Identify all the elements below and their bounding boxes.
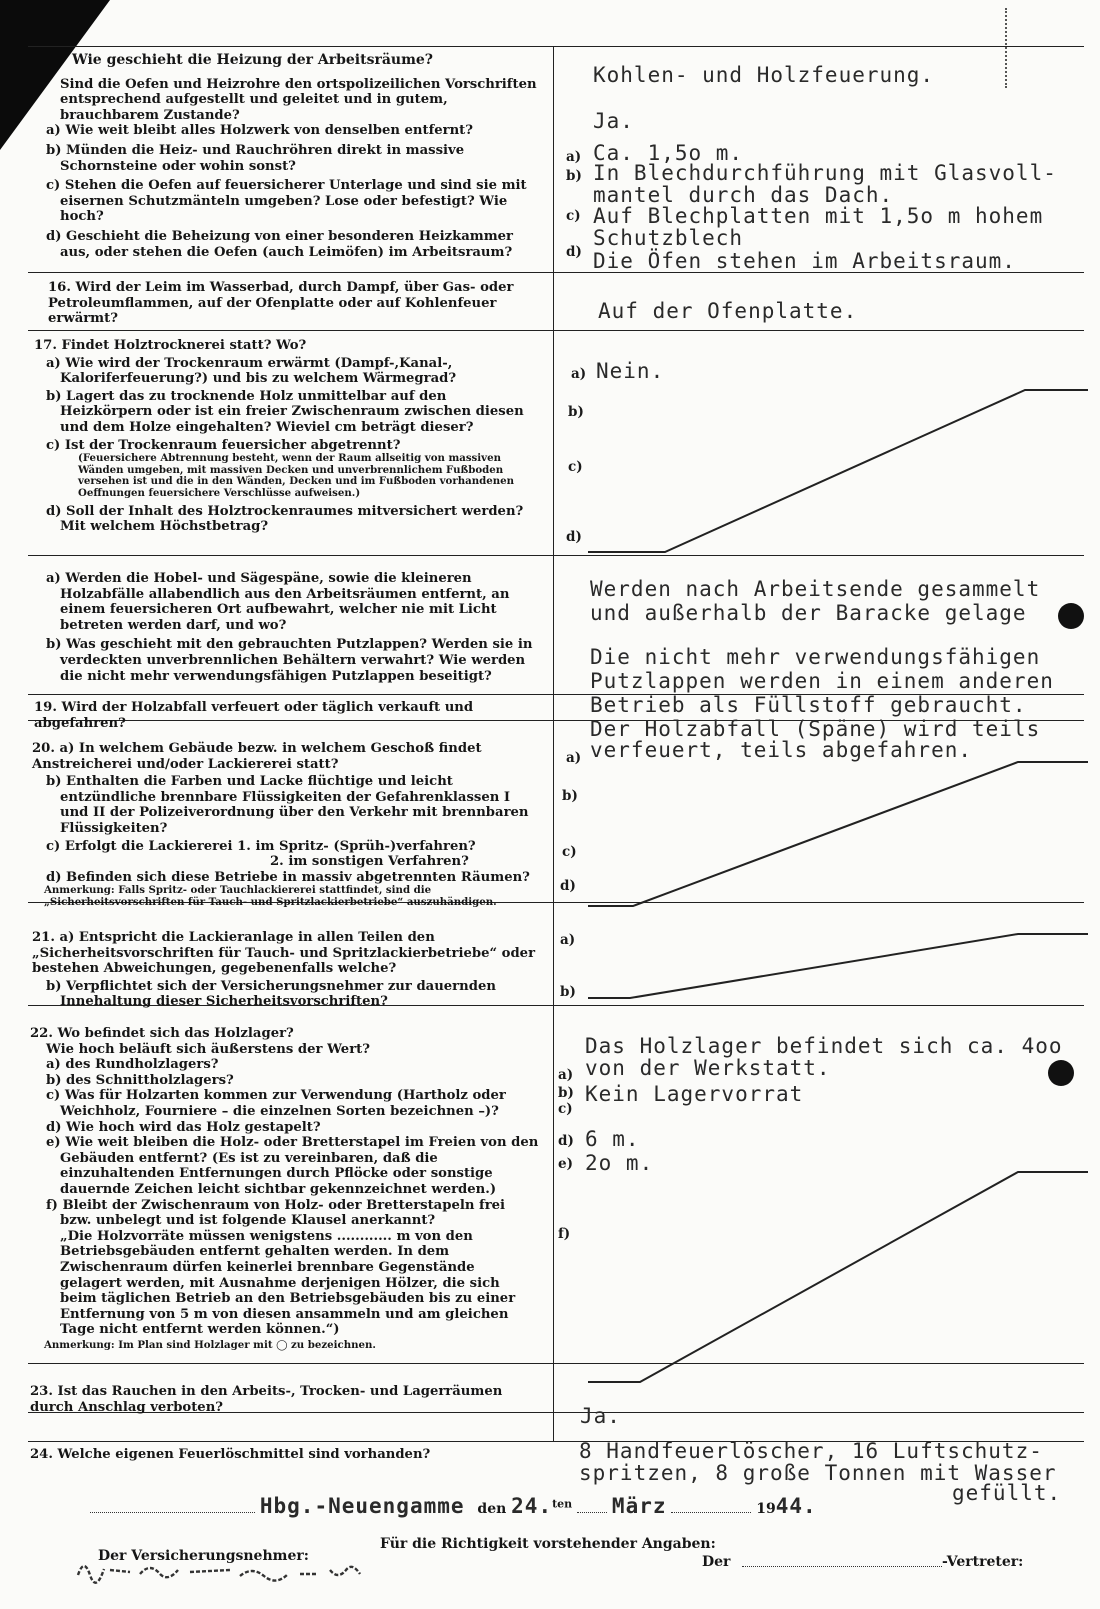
q22-answer-ab: Kein Lagervorrat bbox=[585, 1082, 804, 1106]
q24-text: 24. Welche eigenen Feuerlöschmittel sind vorhanden? bbox=[30, 1447, 431, 1462]
certify-line: Für die Richtigkeit vorstehender Angaben: bbox=[380, 1536, 716, 1552]
q15-answer-b1: In Blechdurchführung mit Glasvoll- bbox=[593, 161, 1057, 185]
q24-answer-3: gefüllt. bbox=[952, 1481, 1062, 1505]
q15-d: d) Geschieht die Beheizung von einer besonderen Heizkammer aus, oder stehen die Oefen (auch Leimöfen) im Arbeitsraum? bbox=[46, 228, 514, 260]
q17-a: a) Wie wird der Trockenraum erwärmt (Dampf-,Kanal-, Kaloriferfeuerung?) und bis zu welchem Wärmegrad? bbox=[46, 355, 457, 387]
q15-c: c) Stehen die Oefen auf feuersicherer Unterlage und sind sie mit eisernen Schutzmänteln umgeben? Lose oder befestigt? Wie hoch? bbox=[46, 178, 527, 225]
q21-label-a: a) bbox=[560, 932, 576, 948]
q18-b: b) Was geschieht mit den gebrauchten Putzlappen? Werden sie in verdeckten unverbrennlichen Behältern verwahrt? Wie werden die nicht mehr verwendungsfähigen Putzlappen beseitigt? bbox=[46, 637, 533, 684]
q20-a: 20. a) In welchem Gebäude bezw. in welchem Geschoß findet Anstreicherei und/oder Lackiererei statt? bbox=[32, 741, 482, 772]
date-day: 24. bbox=[511, 1494, 553, 1518]
q20-note: Anmerkung: Falls Spritz- oder Tauchlackiererei stattfindet, sind die „Sicherheitsvorschriften für Tauch- und Spritzlackierbetriebe“ auszuhändigen. bbox=[44, 884, 497, 908]
q22-answer-d: 6 m. bbox=[585, 1127, 640, 1151]
q18-a: a) Werden die Hobel- und Sägespäne, sowie die kleineren Holzabfälle allabendlich aus den Arbeitsräumen entfernt, an einem feuersicheren Ort aufbewahrt, welcher nie mit Licht betreten werden darf, und wo? bbox=[46, 571, 510, 633]
q22-a: a) des Rundholzlagers? bbox=[46, 1057, 219, 1073]
q22-label-c: c) bbox=[558, 1101, 573, 1117]
q17-c-note: (Feuersichere Abtrennung besteht, wenn der Raum allseitig von massiven Wänden umgeben, mit massiven Decken und unverbrennlichem Fußboden versehen ist und die in den Wänden, Decken und im Fußboden vorhandenen Oeffnungen feuersichere Verschlüsse aufweisen.) bbox=[78, 452, 515, 499]
date-ten: ten bbox=[552, 1497, 573, 1511]
q17-label-d: d) bbox=[566, 529, 582, 545]
q18-answer-b2: Putzlappen werden in einem anderen bbox=[590, 669, 1054, 693]
q20-c2: 2. im sonstigen Verfahren? bbox=[270, 854, 469, 870]
q15-p1: Sind die Oefen und Heizrohre den ortspolizeilichen Vorschriften entsprechend aufgestellt und geleitet und in gutem, brauchbarem Zustande? bbox=[60, 76, 537, 123]
q22-note: Anmerkung: Im Plan sind Holzlager mit ◯ zu bezeichnen. bbox=[44, 1338, 376, 1351]
q15-a: a) Wie weit bleibt alles Holzwerk von denselben entfernt? bbox=[46, 123, 473, 139]
q15-b: b) Münden die Heiz- und Rauchröhren direkt in massive Schornsteine oder wohin sonst? bbox=[46, 142, 465, 174]
q20-label-d: d) bbox=[560, 878, 576, 894]
q15-answer-d: Die Öfen stehen im Arbeitsraum. bbox=[593, 249, 1016, 273]
q20-c1: c) Erfolgt die Lackiererei 1. im Spritz- (Sprüh-)verfahren? bbox=[46, 838, 476, 854]
q15-answer-title: Kohlen- und Holzfeuerung. bbox=[593, 63, 935, 87]
q15-answer-a: Ca. 1,5o m. bbox=[593, 141, 744, 165]
date-den: den bbox=[477, 1501, 507, 1517]
q15-answer-p1: Ja. bbox=[593, 109, 634, 133]
agent-der: Der bbox=[702, 1554, 731, 1570]
q15-answer-c2: Schutzblech bbox=[593, 226, 744, 250]
q23-text: 23. Ist das Rauchen in den Arbeits-, Trocken- und Lagerräumen durch Anschlag verboten? bbox=[30, 1384, 503, 1415]
q20-label-b: b) bbox=[562, 788, 578, 804]
q22-answer-2: von der Werkstatt. bbox=[585, 1056, 831, 1080]
q22-c: c) Was für Holzarten kommen zur Verwendung (Hartholz oder Weichholz, Fourniere – die einzelnen Sorten bezeichnen –)? bbox=[46, 1088, 506, 1119]
q17-d: d) Soll der Inhalt des Holztrockenraumes mitversichert werden? Mit welchem Höchstbetrag? bbox=[46, 503, 524, 535]
q19-answer-2: verfeuert, teils abgefahren. bbox=[590, 738, 973, 762]
q22-sub: Wie hoch beläuft sich äußerstens der Wert? bbox=[46, 1041, 370, 1057]
q22-label-b: b) bbox=[558, 1085, 574, 1101]
q15-answer-c1: Auf Blechplatten mit 1,5o m hohem bbox=[593, 204, 1044, 228]
q23-answer: Ja. bbox=[580, 1404, 621, 1428]
q22-d: d) Wie hoch wird das Holz gestapelt? bbox=[46, 1119, 321, 1135]
q22-label-e: e) bbox=[558, 1156, 573, 1172]
q17-label-b: b) bbox=[568, 404, 584, 420]
q18-answer-a1: Werden nach Arbeitsende gesammelt bbox=[590, 577, 1041, 601]
q22-e: e) Wie weit bleiben die Holz- oder Bretterstapel im Freien von den Gebäuden entfernt? (Es ist zu vereinbaren, daß die einzuhaltenden Entfernungen durch Pflöcke oder sonstige dauernde Zeichen leicht sichtbar gekennzeichnet werden.) bbox=[46, 1135, 539, 1197]
q17-label-a: a) bbox=[571, 366, 587, 382]
q24-answer-2: spritzen, 8 große Tonnen mit Wasser bbox=[579, 1461, 1057, 1485]
q20-b: b) Enthalten die Farben und Lacke flüchtige und leicht entzündliche brennbare Flüssigkeiten der Gefahrenklassen I und II der Polizeiverordnung über den Verkehr mit brennbaren Flüssigkeiten? bbox=[46, 774, 529, 836]
q19-answer-1: Der Holzabfall (Späne) wird teils bbox=[590, 717, 1041, 741]
q15-answer-b2: mantel durch das Dach. bbox=[593, 183, 894, 207]
q22-b: b) des Schnittholzlagers? bbox=[46, 1072, 234, 1088]
insured-label: Der Versicherungsnehmer: bbox=[98, 1548, 309, 1564]
q24-answer-1: 8 Handfeuerlöscher, 16 Luftschutz- bbox=[579, 1439, 1043, 1463]
q20-d: d) Befinden sich diese Betriebe in massiv abgetrennten Räumen? bbox=[46, 869, 530, 885]
q22-clause: „Die Holzvorräte müssen wenigstens ............ m von den Betriebsgebäuden entfernt gehalten werden. In dem Zwischenraum dürfen keinerlei brennbare Gegenstände gelagert werden, mit Ausnahme derjenigen Hölzer, die sich beim täglichen Betrieb an den Betriebsgebäuden bis zu einer Entfernung von 5 m von diesen ansammeln und am gleichen Tage nicht entfernt werden können.“) bbox=[60, 1228, 516, 1338]
q17-b: b) Lagert das zu trocknende Holz unmittelbar auf den Heizkörpern oder ist ein freier Zwischenraum zwischen diesen und dem Holze eingehalten? Wieviel cm beträgt dieser? bbox=[46, 388, 524, 435]
date-year-suffix: 44. bbox=[775, 1494, 817, 1518]
agent-label: -Vertreter: bbox=[942, 1554, 1024, 1570]
q18-answer-b3: Betrieb als Füllstoff gebraucht. bbox=[590, 693, 1027, 717]
q22-label-a: a) bbox=[558, 1067, 574, 1083]
q20-label-a: a) bbox=[566, 750, 582, 766]
q15-title: Wie geschieht die Heizung der Arbeitsräume? bbox=[72, 52, 434, 68]
q17-c: c) Ist der Trockenraum feuersicher abgetrennt? bbox=[46, 437, 401, 453]
q22-title: 22. Wo befindet sich das Holzlager? bbox=[30, 1026, 294, 1041]
q15-label-a: a) bbox=[566, 149, 582, 165]
q15-label-b: b) bbox=[566, 168, 582, 184]
date-month: März bbox=[611, 1494, 667, 1518]
q19-text: 19. Wird der Holzabfall verfeuert oder täglich verkauft und abgefahren? bbox=[34, 700, 474, 731]
q21-label-b: b) bbox=[560, 984, 576, 1000]
q18-answer-a2: und außerhalb der Baracke gelage bbox=[590, 601, 1027, 625]
date-year-prefix: 19 bbox=[756, 1501, 776, 1517]
q15-label-c: c) bbox=[566, 208, 581, 224]
q16-text: 16. Wird der Leim im Wasserbad, durch Dampf, über Gas- oder Petroleumflammen, auf der Ofenplatte oder auf Kohlenfeuer erwärmt? bbox=[48, 280, 514, 327]
q21-a: 21. a) Entspricht die Lackieranlage in allen Teilen den „Sicherheitsvorschriften für Tauch- und Spritzlackierbetriebe“ oder bestehen Abweichungen, gegebenenfalls welche? bbox=[32, 930, 536, 977]
q21-b: b) Verpflichtet sich der Versicherungsnehmer zur dauernden Innehaltung dieser Sicherheitsvorschriften? bbox=[46, 978, 496, 1010]
date-place: Hbg.-Neuengamme bbox=[259, 1494, 465, 1518]
q22-label-d: d) bbox=[558, 1133, 574, 1149]
q15-label-d: d) bbox=[566, 244, 582, 260]
q22-f: f) Bleibt der Zwischenraum von Holz- oder Bretterstapeln frei bzw. unbelegt und ist folgende Klausel anerkannt? bbox=[46, 1197, 506, 1229]
q17-answer-a: Nein. bbox=[596, 359, 665, 383]
q18-answer-b1: Die nicht mehr verwendungsfähigen bbox=[590, 645, 1041, 669]
q16-answer: Auf der Ofenplatte. bbox=[598, 299, 858, 323]
q17-title: 17. Findet Holztrocknerei statt? Wo? bbox=[34, 338, 307, 353]
q22-label-f: f) bbox=[558, 1226, 571, 1242]
q20-label-c: c) bbox=[562, 844, 577, 860]
q17-label-c: c) bbox=[568, 459, 583, 475]
q22-answer-e: 2o m. bbox=[585, 1151, 654, 1175]
q22-answer-1: Das Holzlager befindet sich ca. 4oo bbox=[585, 1034, 1063, 1058]
